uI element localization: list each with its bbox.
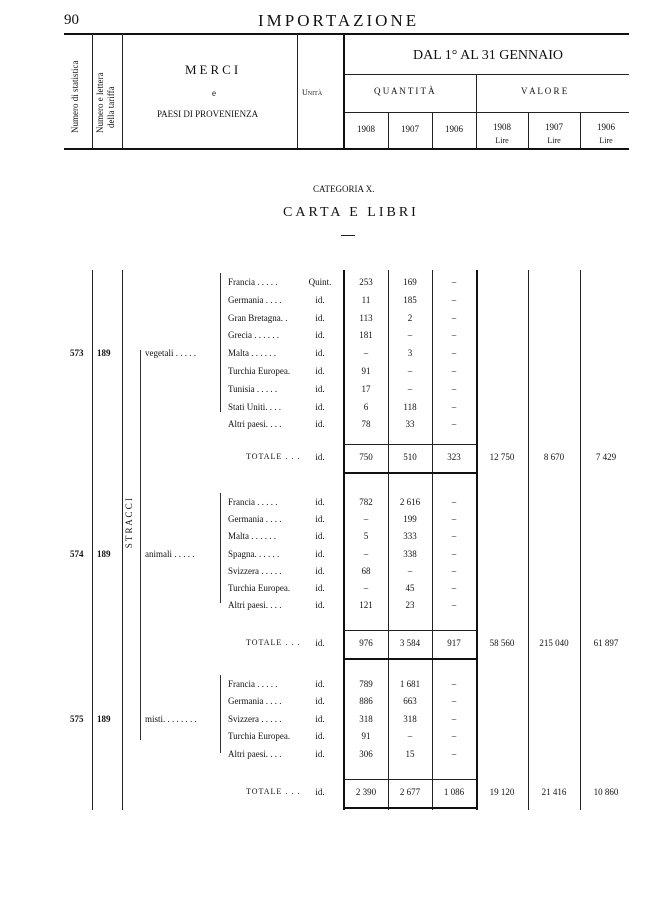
- unit-cell: id.: [315, 383, 325, 394]
- qty-1906-cell: –: [451, 600, 457, 611]
- country-name: Gran Bretagna. .: [228, 312, 288, 323]
- unit-cell: id.: [315, 679, 325, 689]
- total-val-1906: 7 429: [595, 452, 617, 462]
- qty-1906-cell: –: [451, 366, 457, 376]
- qty-1906-cell: –: [451, 548, 457, 559]
- country-brace: [220, 493, 221, 603]
- qty-1906-cell: –: [451, 383, 457, 394]
- country-name: Germania . . . .: [228, 696, 282, 707]
- qty-1906-cell: –: [451, 330, 457, 341]
- tariff-number: 189: [97, 548, 111, 559]
- unit-cell: Quint.: [308, 277, 332, 287]
- total-unit: id.: [315, 452, 325, 462]
- total-val-1907: 21 416: [541, 787, 567, 797]
- qty-1907-cell: 2 616: [399, 497, 421, 507]
- qty-1908-cell: 789: [359, 679, 373, 689]
- header-period: DAL 1° AL 31 GENNAIO: [413, 48, 563, 63]
- qty-1908-cell: 5: [363, 531, 369, 542]
- qty-1906-cell: –: [451, 294, 457, 305]
- qty-1907-cell: –: [407, 366, 413, 376]
- running-title: IMPORTAZIONE: [258, 11, 420, 30]
- qty-1906-cell: –: [451, 748, 457, 759]
- qty-1906-cell: –: [451, 531, 457, 542]
- qty-1907-cell: –: [407, 383, 413, 394]
- header-vline-9: [580, 112, 581, 148]
- header-year-v-1908: 1908: [493, 122, 511, 132]
- stat-number: 573: [70, 348, 84, 359]
- header-vline-6: [432, 112, 433, 148]
- header-lire-1907: Lire: [547, 136, 561, 145]
- total-qty-1907: 2 677: [399, 787, 421, 797]
- qty-1908-cell: –: [363, 348, 369, 359]
- country-name: Malta . . . . . .: [228, 348, 276, 359]
- stat-number: 575: [70, 713, 84, 724]
- qty-1906-cell: –: [451, 679, 457, 689]
- total-val-1907: 215 040: [539, 638, 569, 648]
- country-name: Turchia Europea.: [228, 583, 291, 593]
- total-qty-1907: 3 584: [399, 638, 421, 648]
- qty-1907-cell: 15: [405, 748, 415, 759]
- qty-1906-cell: –: [451, 514, 457, 525]
- qty-1907-cell: –: [407, 565, 413, 576]
- country-name: Stati Uniti. . . .: [228, 401, 282, 412]
- country-name: Turchia Europea.: [228, 731, 291, 742]
- header-tariffa-line2: della tariffa: [106, 86, 116, 128]
- header-merci: MERCI: [185, 62, 242, 77]
- qty-1906-cell: –: [451, 419, 457, 430]
- qty-1907-cell: 3: [407, 348, 413, 359]
- qty-1907-cell: 169: [403, 277, 417, 287]
- qty-1906-cell: –: [451, 401, 457, 412]
- total-qty-1906: 323: [447, 452, 461, 462]
- qty-1907-cell: 338: [403, 548, 417, 559]
- unit-cell: id.: [315, 600, 325, 611]
- qty-1906-cell: –: [451, 583, 457, 593]
- header-tariffa-line1: Numero e lettera: [95, 72, 105, 133]
- qty-1906-cell: –: [451, 696, 457, 707]
- unit-cell: id.: [315, 497, 325, 507]
- header-quantita: Q U A N T I T À: [374, 86, 435, 96]
- country-name: Tunisia . . . . .: [228, 383, 278, 394]
- qty-1908-cell: 6: [363, 401, 369, 412]
- unit-cell: id.: [315, 565, 325, 576]
- total-val-1908: 19 120: [489, 787, 515, 797]
- unit-cell: id.: [315, 312, 325, 323]
- qty-1908-cell: 68: [361, 565, 371, 576]
- body-vline-v1908: [476, 270, 478, 810]
- sub-category: animali . . . . .: [145, 548, 195, 559]
- qty-1907-cell: 199: [403, 514, 417, 525]
- country-name: Svizzera . . . . .: [228, 713, 282, 724]
- total-label: TOTALE . . .: [246, 638, 301, 647]
- country-name: Germania . . . .: [228, 514, 282, 525]
- country-brace: [220, 273, 221, 412]
- qty-1906-cell: –: [451, 565, 457, 576]
- qty-1908-cell: –: [363, 514, 369, 525]
- header-vline-4: [343, 34, 345, 148]
- total-qty-1908: 750: [359, 452, 373, 462]
- qty-1908-cell: 11: [361, 294, 371, 305]
- qty-1907-cell: –: [407, 731, 413, 742]
- header-vline-1: [92, 34, 93, 148]
- country-name: Francia . . . . .: [228, 679, 278, 689]
- section-title-rule: [341, 235, 355, 236]
- header-bottom-rule: [64, 148, 629, 150]
- header-vline-8: [528, 112, 529, 148]
- qty-1906-cell: –: [451, 731, 457, 742]
- qty-1907-cell: 663: [403, 696, 417, 707]
- header-rule-period: [344, 74, 629, 75]
- total-val-1906: 61 897: [593, 638, 619, 648]
- stat-number: 574: [70, 548, 84, 559]
- country-brace: [220, 675, 221, 753]
- header-vline-5: [388, 112, 389, 148]
- unit-cell: id.: [315, 731, 325, 742]
- qty-1908-cell: 91: [361, 731, 371, 742]
- total-top-rule: [344, 630, 476, 631]
- total-unit: id.: [315, 638, 325, 648]
- country-name: Francia . . . . .: [228, 277, 278, 287]
- qty-1907-cell: 318: [403, 713, 417, 724]
- qty-1908-cell: 121: [359, 600, 373, 611]
- categoria-label: CATEGORIA X.: [313, 184, 375, 194]
- country-name: Malta . . . . . .: [228, 531, 276, 542]
- qty-1906-cell: –: [451, 348, 457, 359]
- body-vline-1: [92, 270, 93, 810]
- group-label-stracci: S T R A C C I: [124, 498, 134, 549]
- qty-1908-cell: 318: [359, 713, 373, 724]
- qty-1908-cell: 113: [359, 312, 373, 323]
- total-qty-1908: 2 390: [355, 787, 377, 797]
- header-vline-7: [476, 74, 477, 148]
- unit-cell: id.: [315, 366, 325, 376]
- total-val-1907: 8 670: [543, 452, 565, 462]
- qty-1908-cell: 17: [361, 383, 371, 394]
- country-name: Altri paesi. . . .: [228, 600, 282, 611]
- qty-1907-cell: –: [407, 330, 413, 341]
- qty-1907-cell: 185: [403, 294, 417, 305]
- unit-cell: id.: [315, 330, 325, 341]
- unit-cell: id.: [315, 748, 325, 759]
- total-qty-1906: 917: [447, 638, 461, 648]
- qty-1907-cell: 45: [405, 583, 415, 593]
- sub-category: vegetali . . . . .: [145, 348, 196, 359]
- qty-1906-cell: –: [451, 497, 457, 507]
- total-bottom-rule: [344, 807, 476, 809]
- total-label: TOTALE . . .: [246, 452, 301, 461]
- body-vline-2: [122, 270, 123, 810]
- country-name: Spagna. . . . . .: [228, 548, 280, 559]
- total-qty-1907: 510: [403, 452, 417, 462]
- country-name: Grecia . . . . . .: [228, 330, 279, 341]
- qty-1908-cell: 306: [359, 748, 373, 759]
- section-title: CARTA E LIBRI: [283, 205, 419, 220]
- header-rule-sub: [344, 112, 629, 113]
- qty-1908-cell: 886: [359, 696, 373, 707]
- qty-1908-cell: 78: [361, 419, 371, 430]
- total-label: TOTALE . . .: [246, 787, 301, 796]
- qty-1907-cell: 333: [403, 531, 417, 542]
- body-vline-v1907: [528, 270, 529, 810]
- total-top-rule: [344, 444, 476, 445]
- country-name: Altri paesi. . . .: [228, 419, 282, 430]
- header-year-v-1907: 1907: [545, 122, 563, 132]
- total-bottom-rule: [344, 472, 476, 474]
- header-lire-1906: Lire: [599, 136, 613, 145]
- header-year-q-1906: 1906: [445, 124, 463, 134]
- header-year-v-1906: 1906: [597, 122, 615, 132]
- header-valore: V A L O R E: [521, 86, 568, 96]
- header-merci-e: e: [212, 88, 216, 98]
- qty-1908-cell: 782: [359, 497, 373, 507]
- top-rule: [64, 33, 629, 35]
- qty-1907-cell: 2: [407, 312, 413, 323]
- total-top-rule: [344, 779, 476, 780]
- total-val-1908: 58 560: [489, 638, 515, 648]
- unit-cell: id.: [315, 548, 325, 559]
- total-val-1908: 12 750: [489, 452, 515, 462]
- header-lire-1908: Lire: [495, 136, 509, 145]
- total-qty-1906: 1 086: [443, 787, 465, 797]
- unit-cell: id.: [315, 401, 325, 412]
- qty-1907-cell: 118: [403, 401, 417, 412]
- unit-cell: id.: [315, 696, 325, 707]
- header-year-q-1907: 1907: [401, 124, 419, 134]
- total-unit: id.: [315, 787, 325, 797]
- group-brace: [140, 350, 141, 740]
- header-vline-2: [122, 34, 123, 148]
- total-qty-1908: 976: [359, 638, 373, 648]
- qty-1908-cell: 253: [359, 277, 373, 287]
- sub-category: misti. . . . . . . .: [145, 713, 197, 724]
- unit-cell: id.: [315, 514, 325, 525]
- country-name: Francia . . . . .: [228, 497, 278, 507]
- header-paesi: PAESI DI PROVENIENZA: [157, 109, 259, 119]
- country-name: Svizzera . . . . .: [228, 565, 282, 576]
- header-unita: Unità: [302, 88, 323, 97]
- unit-cell: id.: [315, 531, 325, 542]
- header-year-q-1908: 1908: [357, 124, 375, 134]
- total-bottom-rule: [344, 658, 476, 660]
- qty-1908-cell: 181: [359, 330, 373, 341]
- qty-1906-cell: –: [451, 277, 457, 287]
- qty-1908-cell: –: [363, 583, 369, 593]
- unit-cell: id.: [315, 419, 325, 430]
- unit-cell: id.: [315, 294, 325, 305]
- qty-1906-cell: –: [451, 713, 457, 724]
- qty-1907-cell: 33: [405, 419, 415, 430]
- header-vline-3: [297, 34, 298, 148]
- body-vline-v1906: [580, 270, 581, 810]
- country-name: Germania . . . .: [228, 294, 282, 305]
- unit-cell: id.: [315, 713, 325, 724]
- qty-1906-cell: –: [451, 312, 457, 323]
- qty-1907-cell: 1 681: [399, 679, 421, 689]
- total-val-1906: 10 860: [593, 787, 619, 797]
- qty-1908-cell: –: [363, 548, 369, 559]
- page-number: 90: [64, 12, 79, 28]
- qty-1907-cell: 23: [405, 600, 415, 611]
- unit-cell: id.: [315, 348, 325, 359]
- unit-cell: id.: [315, 583, 325, 593]
- tariff-number: 189: [97, 348, 111, 359]
- header-numero-statistica: Numero di statistica: [70, 60, 80, 133]
- country-name: Altri paesi. . . .: [228, 748, 282, 759]
- country-name: Turchia Europea.: [228, 366, 291, 376]
- qty-1908-cell: 91: [361, 366, 371, 376]
- tariff-number: 189: [97, 713, 111, 724]
